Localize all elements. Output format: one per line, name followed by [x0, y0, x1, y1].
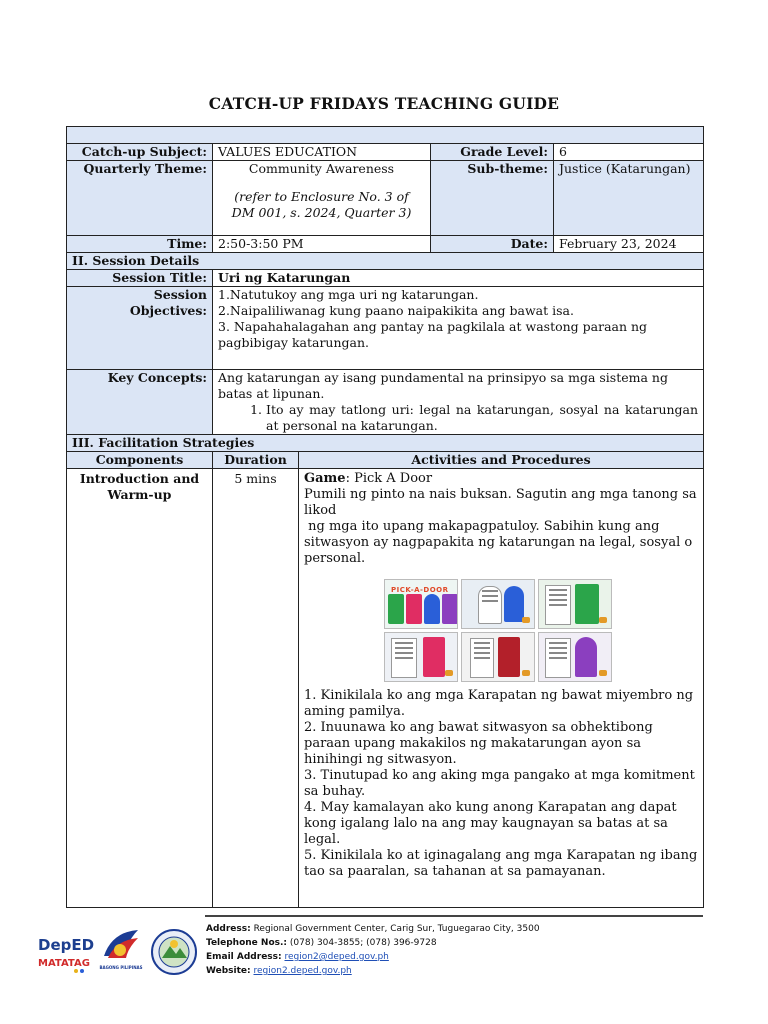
subject-value: VALUES EDUCATION — [213, 144, 431, 161]
subtheme-label: Sub-theme: — [431, 161, 554, 236]
reflection-item: 5. Kinikilala ko at iginagalang ang mga Karapatan ng ibang tao sa paaralan, sa tahanan at sa pamayanan. — [304, 848, 698, 879]
subject-label: Catch-up Subject: — [67, 144, 213, 161]
warmup-duration: 5 mins — [213, 469, 299, 908]
warmup-row — [67, 469, 704, 908]
objectives-label — [67, 287, 213, 370]
game-line — [304, 471, 698, 487]
session-details-header — [67, 253, 704, 270]
deped-matatag-logo — [36, 932, 96, 976]
address-value: Regional Government Center, Carig Sur, Tuguegarao City, 3500 — [250, 924, 540, 934]
reflection-item: 3. Tinutupad ko ang aking mga pangako at mga komitment sa buhay. — [304, 768, 695, 799]
objectives-cell — [213, 287, 704, 370]
objectives-label-line2: Objectives: — [129, 303, 207, 318]
key-concepts-cell — [213, 370, 704, 435]
facilitation-header — [67, 435, 704, 452]
objective-item: 1.Natutukoy ang mga uri ng katarungan. — [218, 287, 479, 302]
reflection-item: 1. Kinikilala ko ang mga Karapatan ng bawat miyembro ng aming pamilya. — [304, 688, 694, 719]
deped-logo-text: DepED — [38, 936, 95, 954]
door-thumb-title — [384, 579, 458, 629]
col-activities: Activities and Procedures — [299, 452, 704, 469]
reflection-item: 2. Inuunawa ko ang bawat sitwasyon sa obhektibong paraan upang makakilos ng makatarungan ayon sa hinihingi ng sitwasyon. — [304, 720, 653, 767]
pick-a-door-title: PICK-A-DOOR — [391, 586, 449, 594]
theme-note: (refer to Enclosure No. 3 of DM 001, s. 2024, Quarter 3) — [231, 189, 412, 220]
time-label: Time: — [67, 236, 213, 253]
game-name: : Pick A Door — [345, 471, 433, 486]
footer-phone — [206, 936, 540, 950]
objectives-row — [67, 287, 704, 370]
footer-contact — [206, 922, 540, 978]
theme-label: Quarterly Theme: — [67, 161, 213, 236]
region-seal-icon — [150, 928, 198, 976]
key-concepts-row — [67, 370, 704, 435]
door-thumb-green — [538, 579, 612, 629]
arrow-icon — [522, 617, 530, 623]
door-thumb-red — [461, 632, 535, 682]
key-concepts-text: Ang katarungan ay isang pundamental na prinsipyo sa mga sistema ng batas at lipunan. — [218, 370, 668, 401]
website-label: Website: — [206, 966, 251, 976]
bagong-pilipinas-text: BAGONG PILIPINAS — [99, 965, 143, 970]
phone-value: (078) 304-3855; (078) 396-9728 — [287, 938, 437, 948]
instructions-part-2: ng mga ito upang makapagpatuloy. Sabihin kung ang sitwasyon ay nagpapakita ng katarungan na legal, sosyal o personal. — [304, 519, 697, 566]
page-title: CATCH-UP FRIDAYS TEACHING GUIDE — [208, 94, 560, 113]
door-blue-icon — [424, 594, 440, 624]
arrow-icon — [445, 670, 453, 676]
game-label: Game — [304, 471, 346, 486]
email-label: Email Address: — [206, 952, 282, 962]
session-title-label: Session Title: — [67, 270, 213, 287]
theme-cell — [213, 161, 431, 236]
bagong-pilipinas-logo — [98, 926, 144, 972]
objectives-label-line1: Session — [153, 287, 207, 302]
footer-website — [206, 964, 540, 978]
door-purple-icon — [575, 637, 597, 677]
objective-item: 3. Napahahalagahan ang pantay na pagkilala at wastong paraan ng pagbibigay katarungan. — [218, 319, 648, 350]
theme-value: Community Awareness — [248, 161, 395, 176]
subtheme-value: Justice (Katarungan) — [554, 161, 704, 236]
date-label: Date: — [431, 236, 554, 253]
facilitation-columns-row — [67, 452, 704, 469]
arrow-icon — [522, 670, 530, 676]
matatag-text: MATATAG — [38, 958, 90, 969]
key-concepts-label: Key Concepts: — [67, 370, 213, 435]
key-concepts-list — [218, 402, 698, 434]
pick-a-door-image — [384, 579, 612, 682]
door-red-icon — [498, 637, 520, 677]
door-thumb-purple — [538, 632, 612, 682]
reflection-item: 4. May kamalayan ako kung anong Karapatan ang dapat kong igalang lalo na ang may kaugnayan sa batas at sa legal. — [304, 800, 677, 847]
objective-item: 2.Naipaliliwanag kung paano naipakikita ang bawat isa. — [218, 303, 574, 318]
grade-label: Grade Level: — [431, 144, 554, 161]
door-pink-icon — [406, 594, 422, 624]
footer-address — [206, 922, 540, 936]
session-title-value: Uri ng Katarungan — [213, 270, 704, 287]
section-facilitation: III. Facilitation Strategies — [67, 435, 704, 452]
door-blue-icon — [504, 586, 524, 622]
door-green-icon — [388, 594, 404, 624]
time-row — [67, 236, 704, 253]
footer-divider — [205, 915, 703, 917]
door-purple-icon — [442, 594, 458, 624]
key-concept-item: 1. Ito ay may tatlong uri: legal na katarungan, sosyal na katarungan at personal na katarungan. — [266, 402, 698, 434]
col-components: Components — [67, 452, 213, 469]
footer-email — [206, 950, 540, 964]
door-pink-icon — [423, 637, 445, 677]
email-link[interactable]: region2@deped.gov.ph — [284, 952, 389, 962]
session-title-row — [67, 270, 704, 287]
website-link[interactable]: region2.deped.gov.ph — [253, 966, 352, 976]
instructions-part-1: Pumili ng pinto na nais buksan. Sagutin ang mga tanong sa likod — [304, 487, 697, 518]
arrow-icon — [599, 617, 607, 623]
arrow-icon — [599, 670, 607, 676]
subject-row — [67, 144, 704, 161]
door-thumb-blue — [461, 579, 535, 629]
teaching-guide-table — [66, 126, 704, 908]
warmup-activities — [299, 469, 704, 908]
warmup-component: Introduction and Warm-up — [67, 469, 213, 908]
address-label: Address: — [206, 924, 251, 934]
grade-value: 6 — [554, 144, 704, 161]
phone-label: Telephone Nos.: — [206, 938, 288, 948]
section-session-details: II. Session Details — [67, 253, 704, 270]
col-duration: Duration — [213, 452, 299, 469]
theme-row — [67, 161, 704, 236]
date-value: February 23, 2024 — [554, 236, 704, 253]
top-band-row — [67, 127, 704, 144]
time-value: 2:50-3:50 PM — [213, 236, 431, 253]
door-thumb-pink — [384, 632, 458, 682]
door-green-icon — [575, 584, 599, 624]
